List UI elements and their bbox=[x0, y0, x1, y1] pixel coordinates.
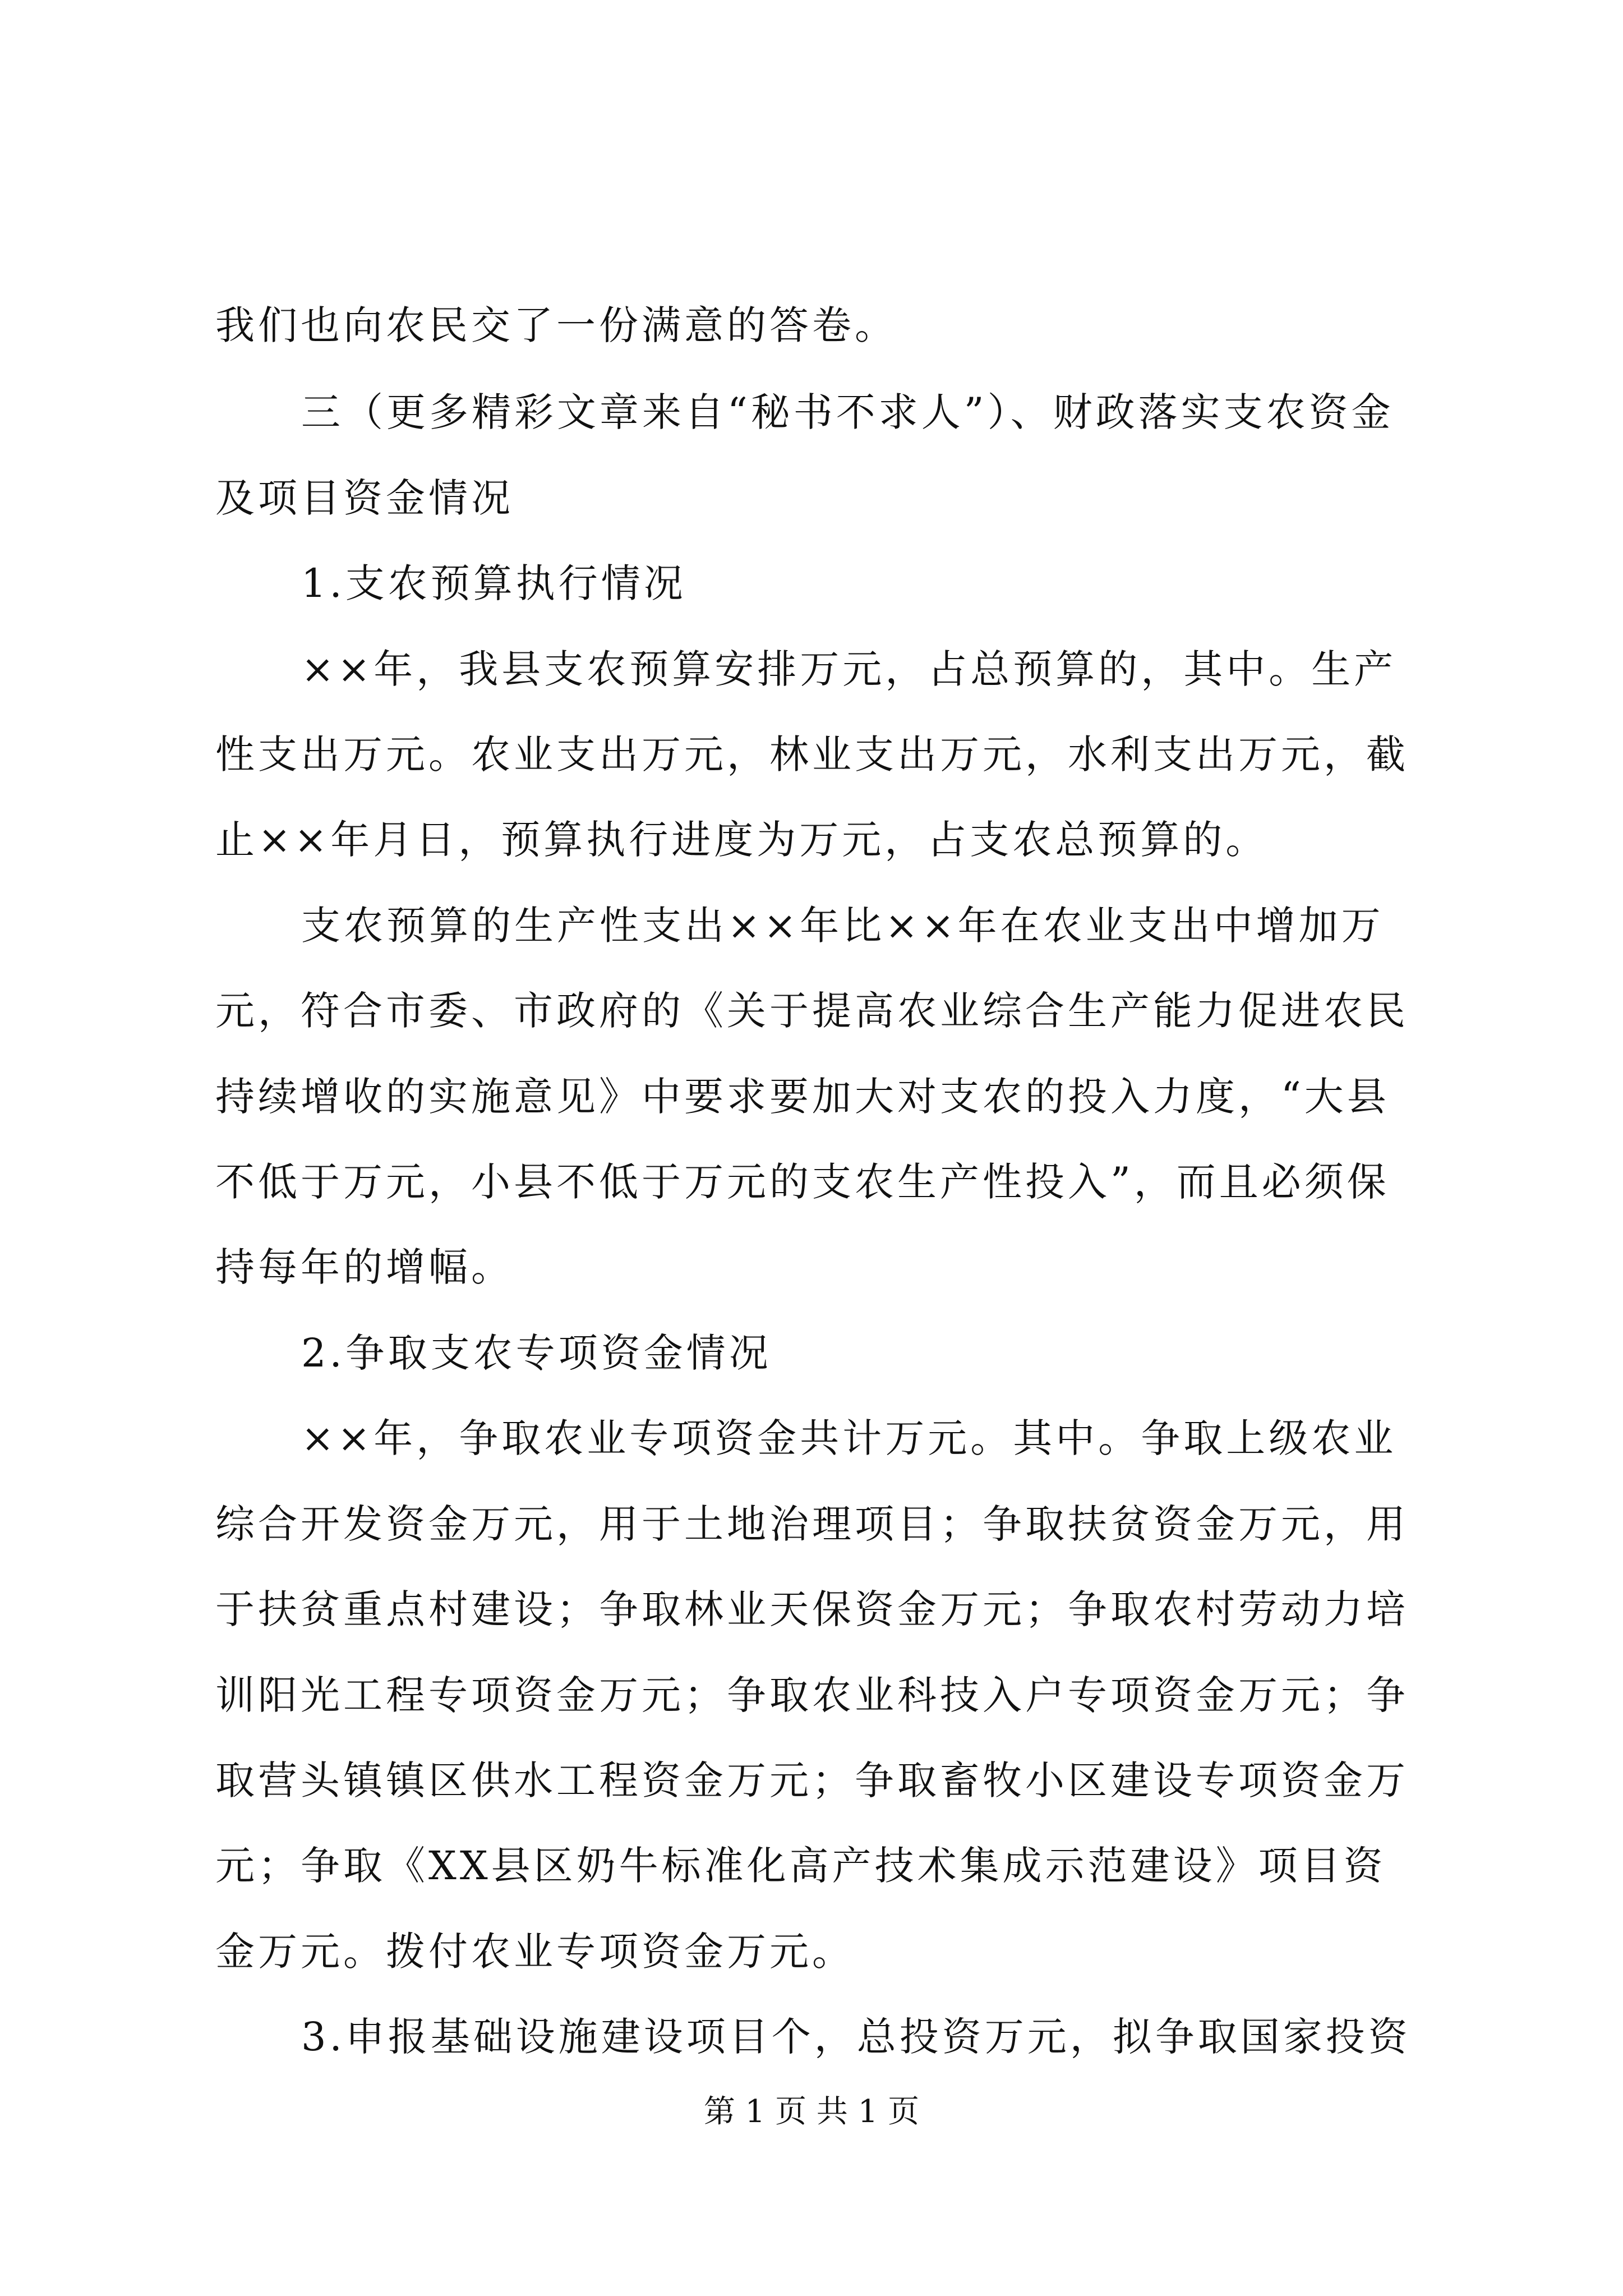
paragraph-line: 持每年的增幅。 bbox=[215, 1244, 514, 1290]
section-heading-line: 及项目资金情况 bbox=[215, 475, 514, 521]
subheading-infrastructure: 3.申报基础设施建设项目个，总投资万元，拟争取国家投资 bbox=[301, 2014, 1411, 2060]
paragraph-closing-line: 我们也向农民交了一份满意的答卷。 bbox=[215, 302, 897, 348]
paragraph-line: 性支出万元。农业支出万元，林业支出万元，水利支出万元，截 bbox=[215, 731, 1409, 777]
paragraph-line: 支农预算的生产性支出××年比××年在农业支出中增加万 bbox=[301, 903, 1384, 949]
paragraph-line: 元，符合市委、市政府的《关于提高农业综合生产能力促进农民 bbox=[215, 988, 1409, 1034]
paragraph-line: 于扶贫重点村建设；争取林业天保资金万元；争取农村劳动力培 bbox=[215, 1586, 1409, 1632]
paragraph-line: 综合开发资金万元，用于土地治理项目；争取扶贫资金万元，用 bbox=[215, 1501, 1409, 1547]
subheading-special-funds: 2.争取支农专项资金情况 bbox=[301, 1330, 772, 1376]
paragraph-line: 训阳光工程专项资金万元；争取农业科技入户专项资金万元；争 bbox=[215, 1672, 1409, 1718]
paragraph-line: 止××年月日，预算执行进度为万元，占支农总预算的。 bbox=[215, 817, 1269, 863]
paragraph-line: 持续增收的实施意见》中要求要加大对支农的投入力度，“大县 bbox=[215, 1074, 1390, 1120]
paragraph-line: 金万元。拨付农业专项资金万元。 bbox=[215, 1929, 855, 1975]
paragraph-line: 不低于万元，小县不低于万元的支农生产性投入”，而且必须保 bbox=[215, 1159, 1390, 1205]
paragraph-line: ××年，争取农业专项资金共计万元。其中。争取上级农业 bbox=[301, 1415, 1397, 1461]
paragraph-line: 取营头镇镇区供水工程资金万元；争取畜牧小区建设专项资金万 bbox=[215, 1757, 1409, 1803]
subheading-budget: 1.支农预算执行情况 bbox=[301, 560, 686, 606]
paragraph-line: 元；争取《XX县区奶牛标准化高产技术集成示范建设》项目资 bbox=[215, 1843, 1386, 1889]
page-number-footer: 第 1 页 共 1 页 bbox=[703, 2093, 920, 2130]
paragraph-line: ××年，我县支农预算安排万元，占总预算的，其中。生产 bbox=[301, 646, 1397, 692]
section-heading-line: 三（更多精彩文章来自“秘书不求人”）、财政落实支农资金 bbox=[301, 389, 1394, 435]
